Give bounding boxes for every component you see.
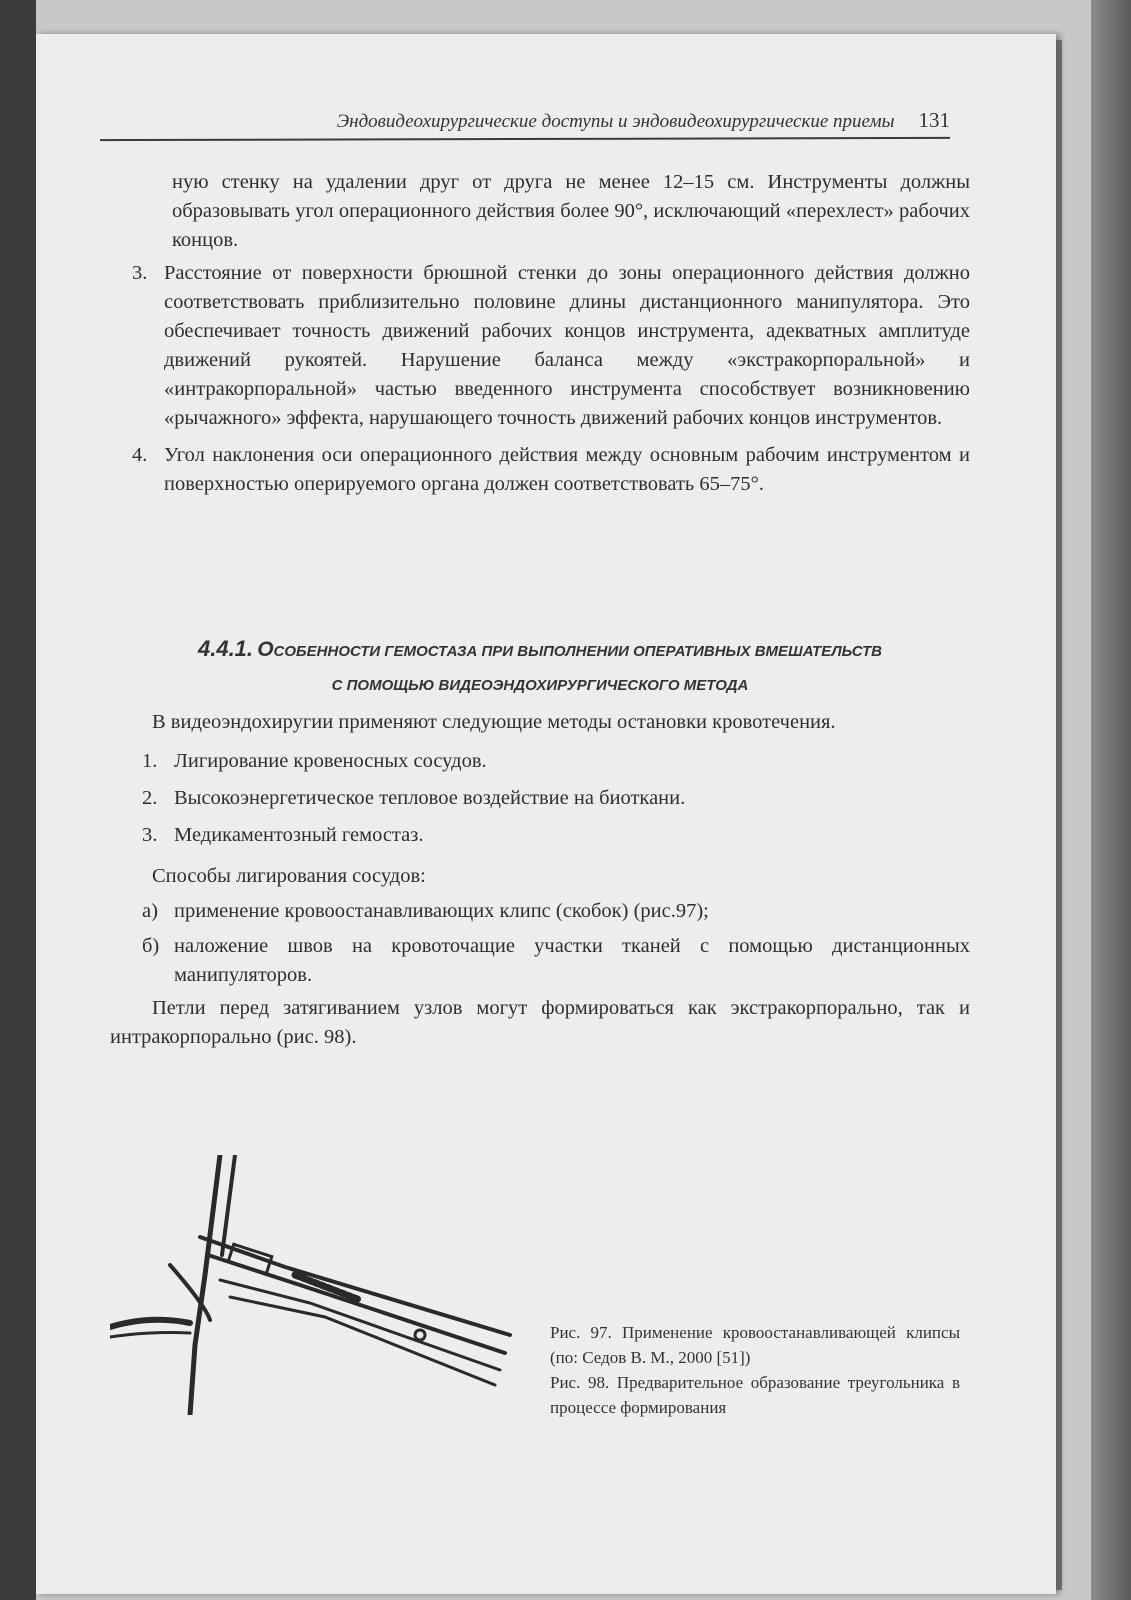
section-heading-line2: С ПОМОЩЬЮ ВИДЕОЭНДОХИРУРГИЧЕСКОГО МЕТОДА bbox=[331, 677, 749, 694]
hemostasis-method-list bbox=[110, 747, 970, 850]
ligation-letter: а) bbox=[142, 900, 158, 922]
method-text: Лигирование кровеносных сосудов. bbox=[174, 750, 487, 772]
clip-applicator-illustration bbox=[110, 1155, 530, 1415]
instrument-shaft bbox=[230, 1297, 495, 1385]
list-item-4 bbox=[110, 441, 970, 499]
running-header bbox=[100, 108, 950, 133]
figure-caption bbox=[550, 1320, 960, 1420]
ligation-item bbox=[142, 897, 970, 926]
ligation-intro: Способы лигирования сосудов: bbox=[152, 865, 426, 887]
method-number: 1. bbox=[142, 750, 158, 772]
method-number: 3. bbox=[142, 824, 158, 846]
instrument-shaft bbox=[220, 1280, 500, 1370]
list-item-3 bbox=[110, 259, 970, 433]
ligation-text: наложение швов на кровоточащие участки тканей с помощью дистанционных манипуляторов. bbox=[174, 935, 970, 986]
list-text: Угол наклонения оси операционного действия между основным рабочим инструментом и поверхностью оперируемого органа должен соответствовать 65–75°. bbox=[164, 444, 970, 495]
hemostasis-intro: В видеоэндохиругии применяют следующие методы остановки кровотечения. bbox=[152, 711, 836, 733]
scan-left-edge bbox=[0, 0, 36, 1600]
method-item bbox=[142, 747, 970, 776]
section-initial: О bbox=[257, 638, 274, 661]
section-heading-line1 bbox=[110, 632, 970, 669]
ligation-text: применение кровоостанавливающих клипс (скобок) (рис.97); bbox=[174, 900, 709, 922]
page-number: 131 bbox=[918, 108, 950, 132]
section-number: 4.4.1. bbox=[197, 636, 254, 661]
method-text: Медикаментозный гемостаз. bbox=[174, 824, 424, 846]
tissue-line bbox=[110, 1320, 190, 1327]
ligation-letter: б) bbox=[142, 935, 160, 957]
clip bbox=[415, 1330, 425, 1340]
method-item bbox=[142, 784, 970, 813]
vessel-line bbox=[190, 1155, 220, 1415]
vessel-line bbox=[222, 1155, 235, 1255]
loops-paragraph: Петли перед затягиванием узлов могут формироваться как экстракорпорально, так и интракорпорально (рис. 98). bbox=[110, 997, 970, 1048]
body-continued bbox=[110, 168, 970, 499]
method-number: 2. bbox=[142, 787, 158, 809]
section-heading bbox=[110, 632, 970, 703]
list-number: 3. bbox=[132, 262, 148, 284]
caption-fig98: Рис. 98. Предварительное образование треугольника в процессе формирования bbox=[550, 1373, 960, 1417]
hemostasis-text bbox=[110, 708, 970, 1052]
continuation-paragraph: ную стенку на удалении друг от друга не менее 12–15 см. Инструменты должны образовывать угол операционного действия более 90°, исключающий «перехлест» рабочих концов. bbox=[172, 171, 970, 251]
ligation-item bbox=[142, 932, 970, 990]
list-text: Расстояние от поверхности брюшной стенки до зоны операционного действия должно соответствовать приблизительно половине длины дистанционного манипулятора. Это обеспечивает точность движений рабочих концов инструмента, адекватных амплитуде движений рукоятей. Нарушение баланса между «экстракорпоральной» и «интракорпоральной» частью введенного инструмента способствует возникновению «рычажного» эффекта, нарушающего точность движений рабочих концов инструментов. bbox=[164, 262, 970, 429]
scan-right-edge bbox=[1091, 0, 1131, 1600]
caption-fig97: Рис. 97. Применение кровоостанавливающей клипсы (по: Седов В. М., 2000 [51]) bbox=[550, 1323, 960, 1367]
list-number: 4. bbox=[132, 444, 148, 466]
section-title-rest: СОБЕННОСТИ ГЕМОСТАЗА ПРИ ВЫПОЛНЕНИИ ОПЕРАТИВНЫХ ВМЕШАТЕЛЬСТВ bbox=[273, 643, 882, 660]
method-item bbox=[142, 821, 970, 850]
running-title: Эндовидеохирургические доступы и эндовидеохирургические приемы bbox=[336, 111, 895, 132]
ligation-list bbox=[110, 897, 970, 990]
tissue-line bbox=[110, 1333, 190, 1338]
method-text: Высокоэнергетическое тепловое воздействие на биоткани. bbox=[174, 787, 686, 809]
